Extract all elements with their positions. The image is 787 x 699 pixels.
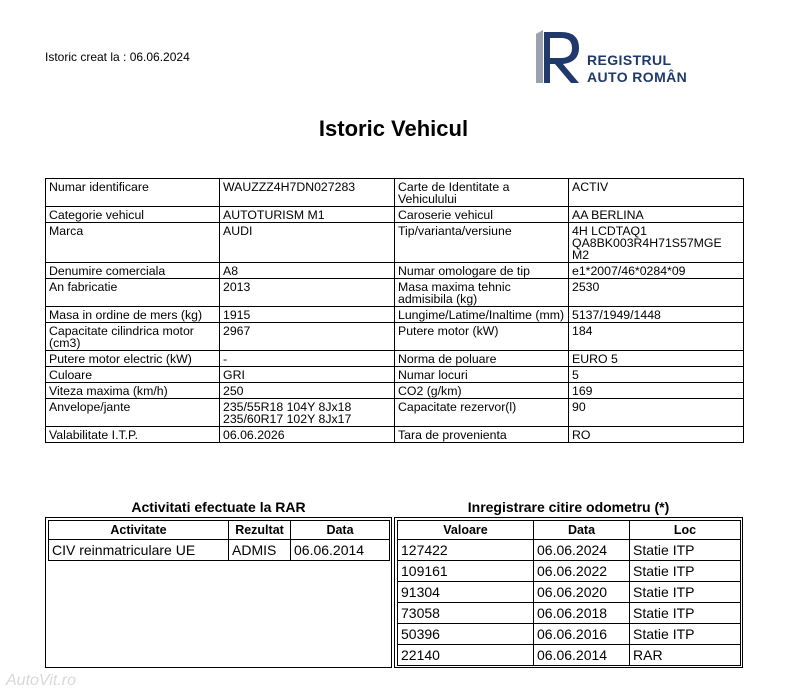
odometer-value: 50396 — [398, 624, 534, 645]
vehicle-field-value: AUDI — [220, 223, 395, 263]
odometer-date: 06.06.2016 — [534, 624, 630, 645]
vehicle-field-value: - — [220, 351, 395, 367]
activity-result: ADMIS — [229, 540, 291, 561]
vehicle-row — [46, 263, 744, 279]
vehicle-field-value: 5 — [569, 367, 744, 383]
odometer-row — [398, 561, 741, 582]
activities-header-result: Rezultat — [229, 521, 291, 540]
activities-header-date: Data — [291, 521, 390, 540]
vehicle-field-label: Numar locuri — [395, 367, 569, 383]
odometer-value: 127422 — [398, 540, 534, 561]
vehicle-row — [46, 351, 744, 367]
vehicle-field-label: Anvelope/jante — [46, 399, 220, 427]
vehicle-field-value: GRI — [220, 367, 395, 383]
odometer-location: Statie ITP — [630, 582, 741, 603]
vehicle-field-value: WAUZZZ4H7DN027283 — [220, 179, 395, 207]
odometer-header-location: Loc — [630, 521, 741, 540]
vehicle-details-table — [45, 178, 744, 443]
odometer-location: Statie ITP — [630, 540, 741, 561]
activities-table — [48, 520, 390, 561]
page-title: Istoric Vehicul — [318, 116, 469, 141]
odometer-location: Statie ITP — [630, 561, 741, 582]
vehicle-field-label: Valabilitate I.T.P. — [46, 427, 220, 443]
vehicle-field-label: Numar omologare de tip — [395, 263, 569, 279]
vehicle-field-label: Viteza maxima (km/h) — [46, 383, 220, 399]
vehicle-field-label: Norma de poluare — [395, 351, 569, 367]
odometer-row — [398, 603, 741, 624]
rar-logo — [533, 28, 703, 88]
odometer-title: Inregistrare citire odometru (*) — [467, 499, 670, 515]
vehicle-field-value: 06.06.2026 — [220, 427, 395, 443]
vehicle-row — [46, 367, 744, 383]
vehicle-field-value: 2967 — [220, 323, 395, 351]
vehicle-field-value: 169 — [569, 383, 744, 399]
odometer-header-value: Valoare — [398, 521, 534, 540]
vehicle-field-value: AA BERLINA — [569, 207, 744, 223]
vehicle-field-label: Caroserie vehicul — [395, 207, 569, 223]
odometer-row — [398, 582, 741, 603]
vehicle-field-label: Numar identificare — [46, 179, 220, 207]
odometer-date: 06.06.2020 — [534, 582, 630, 603]
vehicle-field-value: 2013 — [220, 279, 395, 307]
vehicle-field-label: CO2 (g/km) — [395, 383, 569, 399]
vehicle-field-label: Carte de Identitate a Vehiculului — [395, 179, 569, 207]
vehicle-field-value: 2530 — [569, 279, 744, 307]
odometer-value: 73058 — [398, 603, 534, 624]
odometer-header-date: Data — [534, 521, 630, 540]
odometer-row — [398, 624, 741, 645]
odometer-table — [397, 520, 741, 666]
odometer-date: 06.06.2014 — [534, 645, 630, 666]
vehicle-field-value: A8 — [220, 263, 395, 279]
vehicle-row — [46, 323, 744, 351]
activity-date: 06.06.2014 — [291, 540, 390, 561]
vehicle-row — [46, 207, 744, 223]
activity-name: CIV reinmatriculare UE — [49, 540, 229, 561]
vehicle-field-value: 90 — [569, 399, 744, 427]
vehicle-row — [46, 279, 744, 307]
history-created-date: Istoric creat la : 06.06.2024 — [45, 50, 190, 64]
odometer-location: Statie ITP — [630, 624, 741, 645]
vehicle-row — [46, 383, 744, 399]
activities-panel — [45, 517, 392, 668]
odometer-location: RAR — [630, 645, 741, 666]
vehicle-field-label: Capacitate cilindrica motor (cm3) — [46, 323, 220, 351]
odometer-date: 06.06.2024 — [534, 540, 630, 561]
vehicle-field-value: 235/55R18 104Y 8Jx18 235/60R17 102Y 8Jx17 — [220, 399, 395, 427]
vehicle-field-value: 4H LCDTAQ1 QA8BK003R4H71S57MGE M2 — [569, 223, 744, 263]
vehicle-field-value: ACTIV — [569, 179, 744, 207]
vehicle-field-label: Capacitate rezervor(l) — [395, 399, 569, 427]
odometer-date: 06.06.2022 — [534, 561, 630, 582]
vehicle-field-label: Masa maxima tehnic admisibila (kg) — [395, 279, 569, 307]
vehicle-field-label: Marca — [46, 223, 220, 263]
vehicle-field-value: RO — [569, 427, 744, 443]
vehicle-field-value: 184 — [569, 323, 744, 351]
vehicle-field-label: Masa in ordine de mers (kg) — [46, 307, 220, 323]
vehicle-field-value: 1915 — [220, 307, 395, 323]
rar-monogram-icon — [533, 28, 583, 86]
vehicle-field-label: Tip/varianta/versiune — [395, 223, 569, 263]
vehicle-field-value: AUTOTURISM M1 — [220, 207, 395, 223]
watermark: AutoVit.ro — [6, 672, 76, 689]
vehicle-row — [46, 179, 744, 207]
vehicle-field-label: Tara de provenienta — [395, 427, 569, 443]
vehicle-row — [46, 223, 744, 263]
vehicle-field-label: Categorie vehicul — [46, 207, 220, 223]
vehicle-field-label: Putere motor (kW) — [395, 323, 569, 351]
odometer-location: Statie ITP — [630, 603, 741, 624]
odometer-date: 06.06.2018 — [534, 603, 630, 624]
vehicle-row — [46, 427, 744, 443]
vehicle-field-value: 250 — [220, 383, 395, 399]
activities-title: Activitati efectuate la RAR — [131, 499, 306, 515]
vehicle-row — [46, 399, 744, 427]
odometer-row — [398, 645, 741, 666]
vehicle-field-label: Culoare — [46, 367, 220, 383]
odometer-panel — [394, 517, 743, 668]
activities-header-activity: Activitate — [49, 521, 229, 540]
vehicle-field-value: e1*2007/46*0284*09 — [569, 263, 744, 279]
odometer-value: 22140 — [398, 645, 534, 666]
activity-row — [49, 540, 390, 561]
logo-line-registrul: REGISTRUL — [587, 52, 672, 68]
vehicle-field-label: Denumire comerciala — [46, 263, 220, 279]
vehicle-field-label: An fabricatie — [46, 279, 220, 307]
odometer-value: 91304 — [398, 582, 534, 603]
vehicle-field-value: 5137/1949/1448 — [569, 307, 744, 323]
vehicle-field-label: Putere motor electric (kW) — [46, 351, 220, 367]
vehicle-row — [46, 307, 744, 323]
logo-line-auto-roman: AUTO ROMÂN — [587, 69, 688, 85]
vehicle-field-label: Lungime/Latime/Inaltime (mm) — [395, 307, 569, 323]
vehicle-field-value: EURO 5 — [569, 351, 744, 367]
odometer-value: 109161 — [398, 561, 534, 582]
odometer-row — [398, 540, 741, 561]
